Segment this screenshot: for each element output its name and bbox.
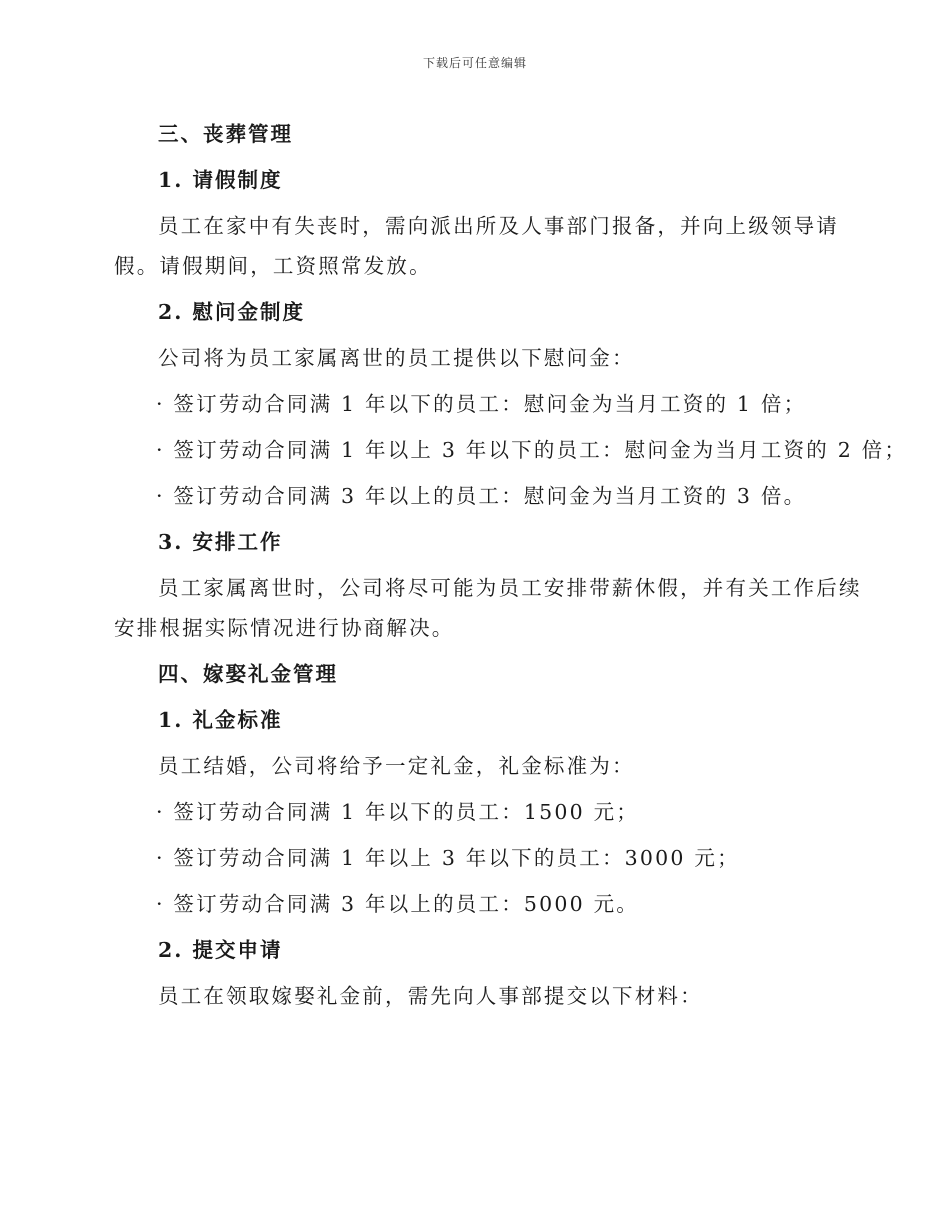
section-3-1-heading: 1. 请假制度 [158,168,283,192]
paragraph-line: 安排根据实际情况进行协商解决。 [114,616,455,640]
list-item: · 签订劳动合同满 3 年以上的员工：慰问金为当月工资的 3 倍。 [156,484,807,508]
paragraph-line: 员工在家中有失丧时，需向派出所及人事部门报备，并向上级领导请 [158,214,839,238]
list-item: · 签订劳动合同满 1 年以上 3 年以下的员工：慰问金为当月工资的 2 倍； [156,438,908,462]
section-4-1-intro: 员工结婚，公司将给予一定礼金，礼金标准为： [158,754,635,778]
paragraph-line: 员工家属离世时，公司将尽可能为员工安排带薪休假，并有关工作后续 [158,576,862,600]
document-body [114,108,908,1022]
header-note: 下载后可任意编辑 [422,56,527,70]
section-4-heading: 四、嫁娶礼金管理 [158,662,338,686]
list-item: · 签订劳动合同满 3 年以上的员工：5000 元。 [156,892,639,916]
section-3-3-paragraph [114,568,862,648]
section-3-1-paragraph [114,206,839,286]
section-4-1-heading: 1. 礼金标准 [158,708,283,732]
paragraph-line: 假。请假期间，工资照常发放。 [114,254,432,278]
list-item: · 签订劳动合同满 1 年以上 3 年以下的员工：3000 元； [156,846,740,870]
section-3-2-heading: 2. 慰问金制度 [158,300,306,324]
list-item: · 签订劳动合同满 1 年以下的员工：1500 元； [156,800,639,824]
section-3-3-heading: 3. 安排工作 [158,530,283,554]
section-3-2-intro: 公司将为员工家属离世的员工提供以下慰问金： [158,346,635,370]
section-3-heading: 三、丧葬管理 [158,122,293,146]
section-4-2-intro: 员工在领取嫁娶礼金前，需先向人事部提交以下材料： [158,984,703,1008]
section-4-2-heading: 2. 提交申请 [158,938,283,962]
list-item: · 签订劳动合同满 1 年以下的员工：慰问金为当月工资的 1 倍； [156,392,807,416]
